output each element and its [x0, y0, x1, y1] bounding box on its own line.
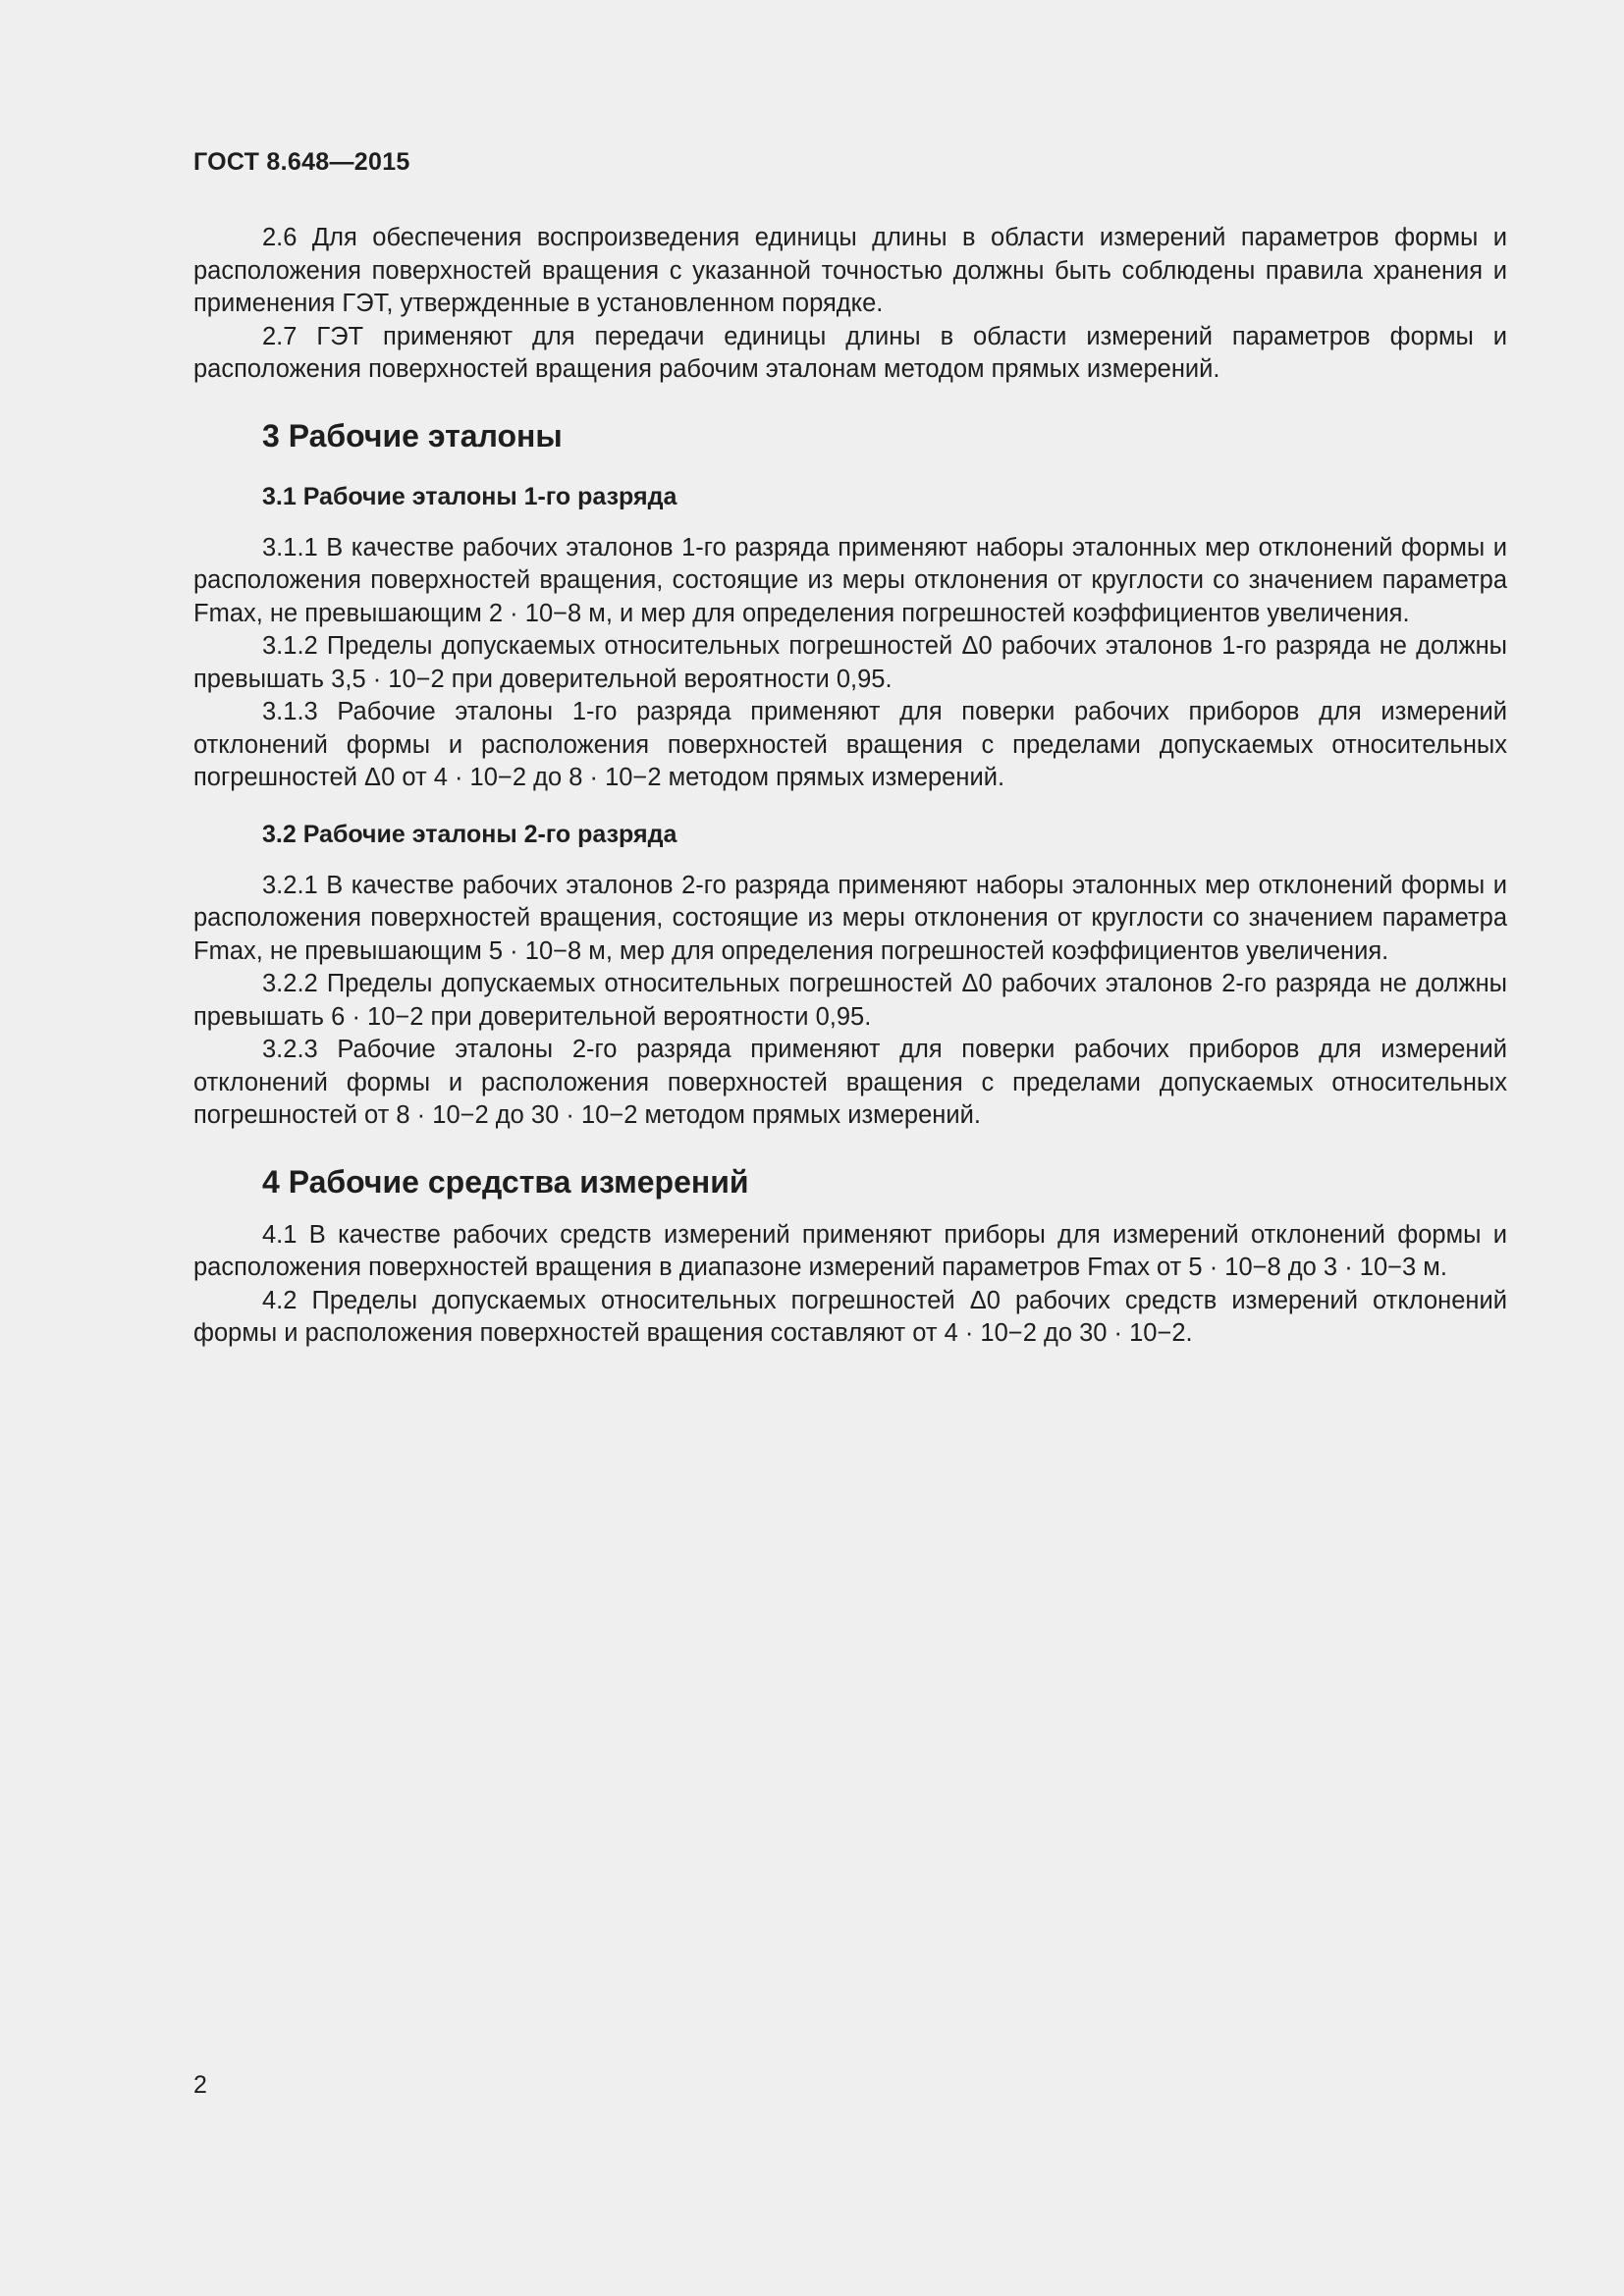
subsection-3-1-heading: 3.1 Рабочие эталоны 1-го разряда: [262, 482, 677, 510]
section-4-heading: 4 Рабочие средства измерений: [262, 1163, 749, 1200]
subsection-3-2-heading: 3.2 Рабочие эталоны 2-го разряда: [262, 820, 677, 848]
paragraph-3-1-2: 3.1.2 Пределы допускаемых относительных погрешностей Δ0 рабочих эталонов 1-го разряда не должны превышать 3,5 · 10−2 при доверительной вероятности 0,95.: [193, 632, 1507, 693]
paragraph-3-1-1: 3.1.1 В качестве рабочих эталонов 1-го разряда применяют наборы эталонных мер отклонений формы и расположения поверхностей вращения, состоящие из меры отклонения от круглости со значением параметра Fmax, не превышающим 2 · 10−8 м, и мер для определения погрешностей коэффициентов увеличения.: [193, 533, 1507, 627]
paragraph-3-2-2: 3.2.2 Пределы допускаемых относительных погрешностей Δ0 рабочих эталонов 2-го разряда не должны превышать 6 · 10−2 при доверительной вероятности 0,95.: [193, 970, 1507, 1031]
document-body: [193, 222, 1507, 1351]
document-header: ГОСТ 8.648—2015: [193, 148, 410, 176]
paragraph-3-1-3: 3.1.3 Рабочие эталоны 1-го разряда применяют для поверки рабочих приборов для измерений отклонений формы и расположения поверхностей вращения с пределами допускаемых относительных погрешностей Δ0 от 4 · 10−2 до 8 · 10−2 методом прямых измерений.: [193, 698, 1507, 791]
page-number: 2: [193, 2071, 207, 2099]
paragraph-4-1: 4.1 В качестве рабочих средств измерений применяют приборы для измерений отклонений формы и расположения поверхностей вращения в диапазоне измерений параметров Fmax от 5 · 10−8 до 3 · 10−3 м.: [193, 1220, 1507, 1281]
paragraph-3-2-3: 3.2.3 Рабочие эталоны 2-го разряда применяют для поверки рабочих приборов для измерений отклонений формы и расположения поверхностей вращения с пределами допускаемых относительных погрешностей от 8 · 10−2 до 30 · 10−2 методом прямых измерений.: [193, 1036, 1507, 1129]
paragraph-3-2-1: 3.2.1 В качестве рабочих эталонов 2-го разряда применяют наборы эталонных мер отклонений формы и расположения поверхностей вращения, состоящие из меры отклонения от круглости со значением параметра Fmax, не превышающим 5 · 10−8 м, мер для определения погрешностей коэффициентов увеличения.: [193, 871, 1507, 965]
paragraph-2-6: 2.6 Для обеспечения воспроизведения единицы длины в области измерений параметров формы и расположения поверхностей вращения с указанной точностью должны быть соблюдены правила хранения и применения ГЭТ, утвержденные в установленном порядке.: [193, 224, 1507, 317]
section-3-heading: 3 Рабочие эталоны: [262, 417, 563, 454]
paragraph-4-2: 4.2 Пределы допускаемых относительных погрешностей Δ0 рабочих средств измерений отклонений формы и расположения поверхностей вращения составляют от 4 · 10−2 до 30 · 10−2.: [193, 1286, 1507, 1347]
paragraph-2-7: 2.7 ГЭТ применяют для передачи единицы длины в области измерений параметров формы и расположения поверхностей вращения рабочим эталонам методом прямых измерений.: [193, 322, 1507, 383]
